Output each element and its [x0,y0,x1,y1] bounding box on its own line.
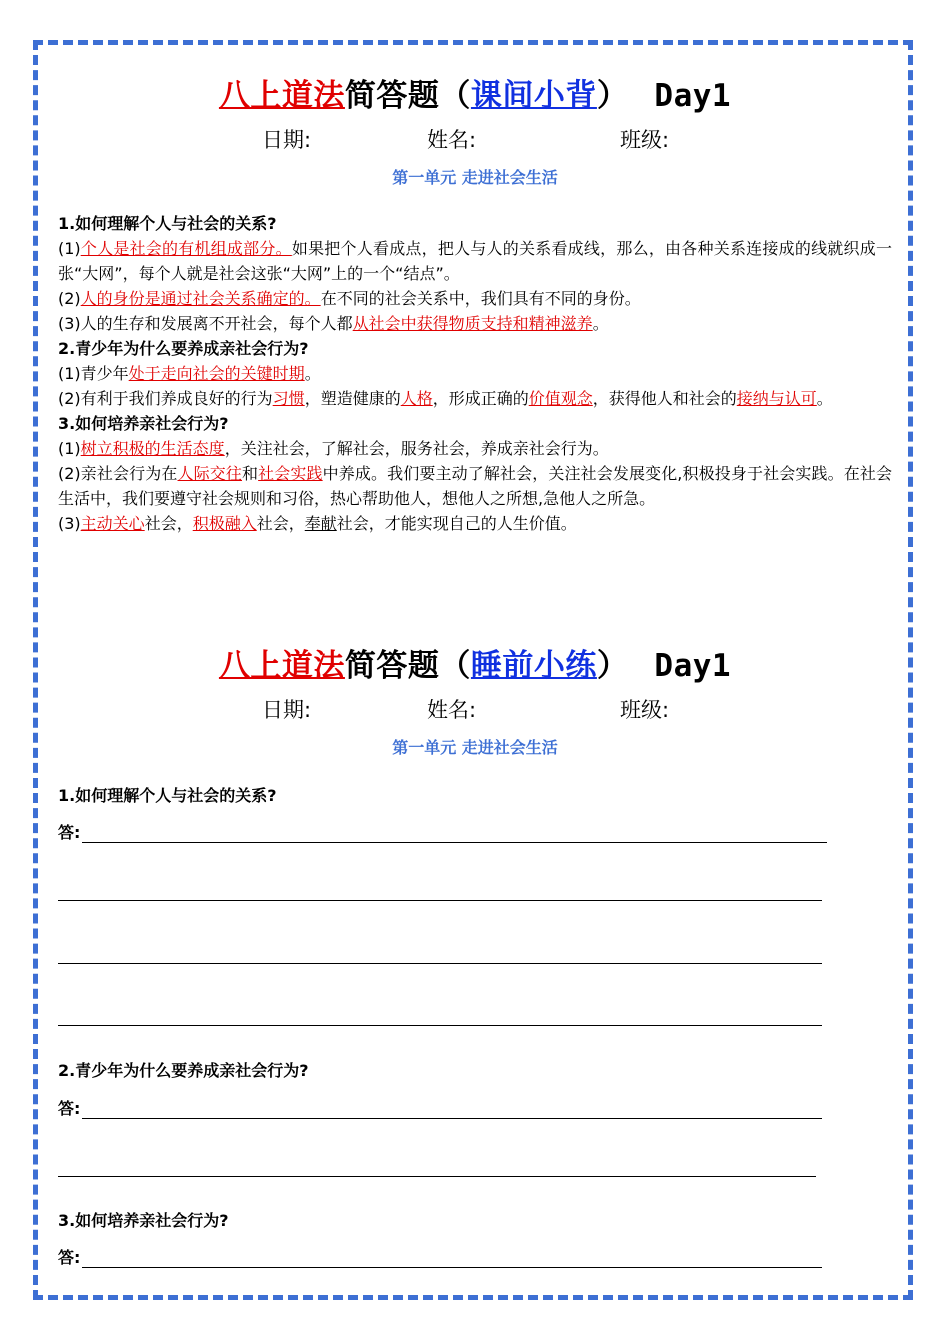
title-subject: 八上道法 [218,78,345,114]
top-content [58,211,892,536]
title-mode: 睡前小练 [470,648,597,684]
name-label: 姓名: [427,128,477,152]
question-1: 1.如何理解个人与社会的关系? [58,214,277,233]
answer-3-3: (3)主动关心社会，积极融入社会，奉献社会，才能实现自己的人生价值。 [58,514,577,533]
unit-heading: 第一单元 走进社会生活 [392,168,558,187]
answer-1-3: (3)人的生存和发展离不开社会，每个人都从社会中获得物质支持和精神滋养。 [58,314,609,333]
class-label: 班级: [620,698,670,722]
answer-row-2[interactable] [58,1096,822,1119]
practice-question-2: 2.青少年为什么要养成亲社会行为? [58,1061,309,1080]
title-mode: 课间小背 [470,78,597,114]
answer-label: 答: [58,1099,81,1118]
answer-1-2: (2)人的身份是通过社会关系确定的。在不同的社会关系中，我们具有不同的身份。 [58,289,641,308]
practice-question-1: 1.如何理解个人与社会的关系? [58,786,277,805]
answer-line[interactable] [58,1025,822,1026]
name-label: 姓名: [427,698,477,722]
answer-3-2: (2)亲社会行为在人际交往和社会实践中养成。我们要主动了解社会，关注社会发展变化,积极投身于社会实践。在社会生活中，我们要遵守社会规则和习俗，热心帮助他人，想他人之所想,急他人之所急。 [58,464,892,508]
answer-label: 答: [58,1248,81,1267]
title-subject: 八上道法 [218,648,345,684]
question-2: 2.青少年为什么要养成亲社会行为? [58,339,309,358]
practice-question-3: 3.如何培养亲社会行为? [58,1211,229,1230]
answer-2-2: (2)有利于我们养成良好的行为习惯，塑造健康的人格，形成正确的价值观念，获得他人和社会的接纳与认可。 [58,389,833,408]
title-close: ） [596,648,629,684]
answer-line[interactable] [58,1176,816,1177]
answer-row-1[interactable] [58,820,827,843]
answer-line[interactable] [82,841,827,843]
answer-line[interactable] [58,900,822,901]
answer-row-3[interactable] [58,1245,822,1268]
title-type: 简答题（ [344,648,471,684]
bottom-title [0,640,950,685]
answer-line[interactable] [58,963,822,964]
answer-label: 答: [58,823,81,842]
title-type: 简答题（ [344,78,471,114]
title-close: ） [596,78,629,114]
date-label: 日期: [262,698,312,722]
answer-2-1: (1)青少年处于走向社会的关键时期。 [58,364,321,383]
class-label: 班级: [620,128,670,152]
top-title [0,70,950,115]
answer-1-1: (1)个人是社会的有机组成部分。如果把个人看成点，把人与人的关系看成线，那么，由各种关系连接成的线就织成一张“大网”，每个人就是社会这张“大网”上的一个“结点”。 [58,239,892,283]
unit-heading: 第一单元 走进社会生活 [392,738,558,757]
answer-line[interactable] [82,1117,822,1119]
question-3: 3.如何培养亲社会行为? [58,414,229,433]
answer-line[interactable] [82,1266,822,1268]
answer-3-1: (1)树立积极的生活态度，关注社会，了解社会，服务社会，养成亲社会行为。 [58,439,609,458]
date-label: 日期: [262,128,312,152]
title-day: Day1 [654,78,732,114]
title-day: Day1 [654,648,732,684]
